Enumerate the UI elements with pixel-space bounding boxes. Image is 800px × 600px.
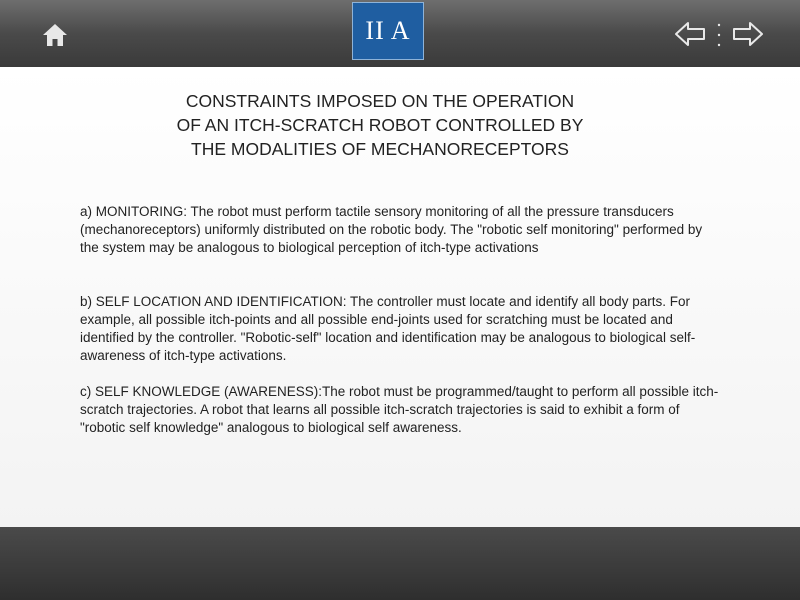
dots-icon [712,18,726,52]
slide-content [0,67,800,527]
slide-position-dots [712,18,726,52]
home-icon [40,20,70,50]
paragraph-monitoring: a) MONITORING: The robot must perform tactile sensory monitoring of all the pressure transducers (mechanoreceptors) uniformly distributed on the robotic body. The "robotic self monitoring" performed by the system may be analogous to biological perception of itch-type activations [80,204,703,255]
arrow-right-icon [730,16,766,52]
paragraph-self-location: b) SELF LOCATION AND IDENTIFICATION: The controller must locate and identify all body parts. For example, all possible itch-points and all possible end-joints used for scratching must be located and identified by the controller. "Robotic-self" location and identification may be analogous to biological self-awareness of itch-type activations. [80,294,696,363]
next-slide-button[interactable] [730,16,766,52]
previous-slide-button[interactable] [672,16,708,52]
home-button[interactable] [40,20,70,50]
slide-label: II A [365,16,411,45]
slide-title-box [352,2,424,60]
arrow-left-icon [672,16,708,52]
slide-heading: CONSTRAINTS IMPOSED ON THE OPERATION OF AN ITCH-SCRATCH ROBOT CONTROLLED BY THE MODALITIES OF MECHANORECEPTORS [176,91,584,159]
top-toolbar [0,0,800,67]
paragraph-self-knowledge: c) SELF KNOWLEDGE (AWARENESS):The robot must be programmed/taught to perform all possible itch-scratch trajectories. A robot that learns all possible itch-scratch trajectories is said to exhibit a form of "robotic self knowledge" analogous to biological self awareness. [80,384,719,435]
bottom-bar [0,527,800,600]
